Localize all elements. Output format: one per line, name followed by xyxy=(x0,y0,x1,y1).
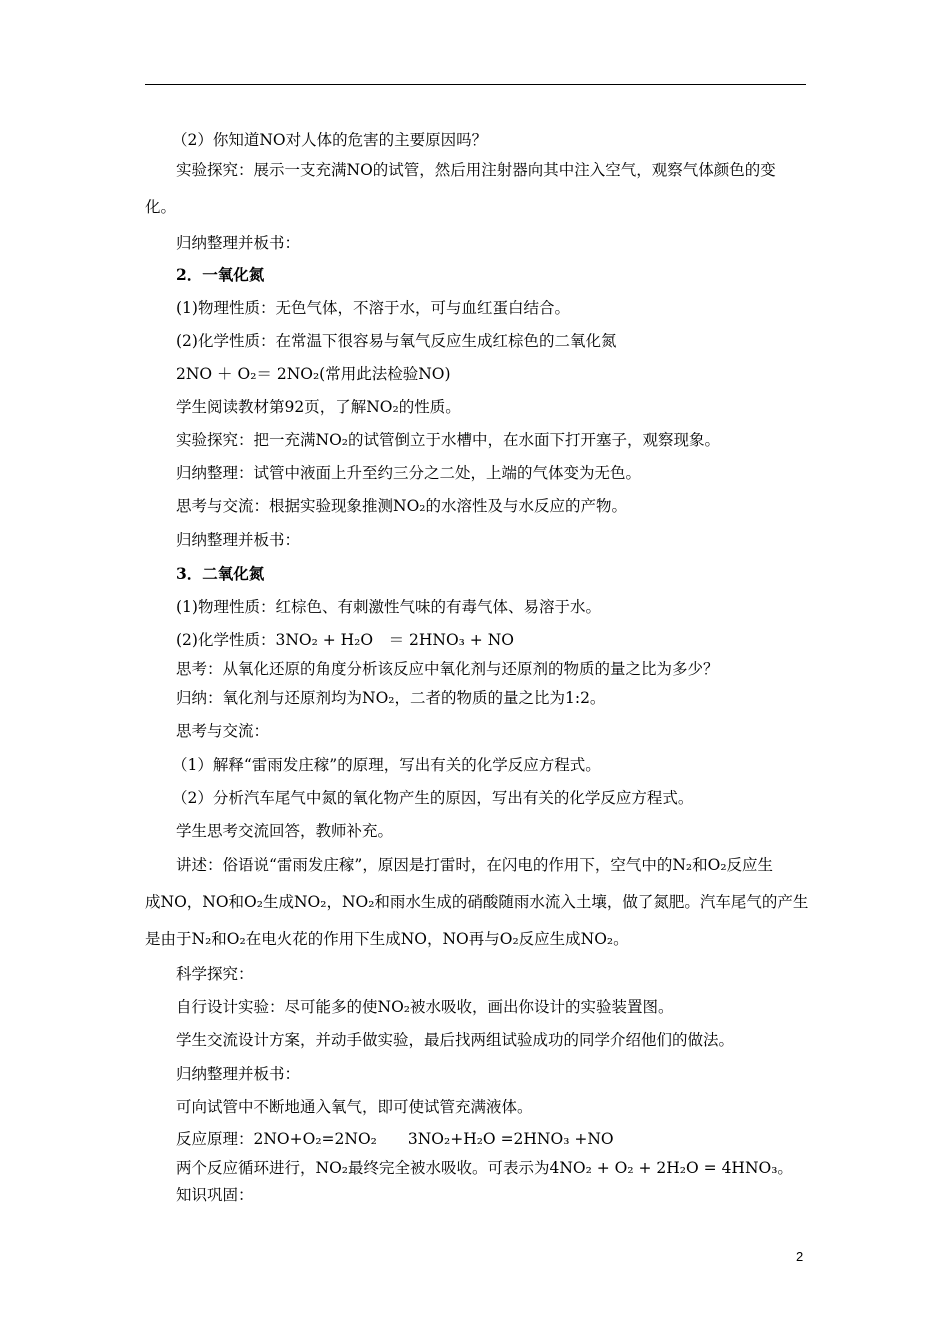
text-line: 学生思考交流回答，教师补充。 xyxy=(176,822,394,840)
equation-line: 2NO ＋ O₂＝ 2NO₂(常用此法检验NO) xyxy=(176,365,451,383)
text-line: （1）解释“雷雨发庄稼”的原理，写出有关的化学反应方程式。 xyxy=(172,756,601,774)
text-line: (2)化学性质：在常温下很容易与氧气反应生成红棕色的二氧化氮 xyxy=(176,332,617,350)
text-line: 归纳整理并板书： xyxy=(176,234,301,252)
text-line: 科学探究： xyxy=(176,965,254,983)
text-line: 学生交流设计方案，并动手做实验，最后找两组试验成功的同学介绍他们的做法。 xyxy=(176,1031,735,1049)
text-line: 知识巩固： xyxy=(176,1186,254,1204)
text-line: 思考：从氧化还原的角度分析该反应中氧化剂与还原剂的物质的量之比为多少？ xyxy=(176,660,719,678)
header-rule xyxy=(145,84,806,85)
text-line: 两个反应循环进行，NO₂最终完全被水吸收。可表示为4NO₂ + O₂ + 2H₂O = 4HNO₃。 xyxy=(176,1159,793,1177)
text-line: 讲述：俗语说“雷雨发庄稼”，原因是打雷时，在闪电的作用下，空气中的N₂和O₂反应生 xyxy=(176,856,774,874)
text-line: (1)物理性质：红棕色、有刺激性气味的有毒气体、易溶于水。 xyxy=(176,598,601,616)
text-line: 思考与交流： xyxy=(176,722,270,740)
page-number: 2 xyxy=(796,1249,804,1264)
text-line: (1)物理性质：无色气体，不溶于水，可与血红蛋白结合。 xyxy=(176,299,570,317)
text-line: 归纳整理：试管中液面上升至约三分之二处，上端的气体变为无色。 xyxy=(176,464,642,482)
text-line: 自行设计实验：尽可能多的使NO₂被水吸收，画出你设计的实验装置图。 xyxy=(176,998,674,1016)
equation-line: (2)化学性质：3NO₂ + H₂O ＝ 2HNO₃ + NO xyxy=(176,631,514,649)
text-line: 归纳整理并板书： xyxy=(176,531,301,549)
text-line: 归纳整理并板书： xyxy=(176,1065,301,1083)
text-line: 是由于N₂和O₂在电火花的作用下生成NO，NO再与O₂反应生成NO₂。 xyxy=(145,930,629,948)
equation-line: 反应原理：2NO+O₂=2NO₂ 3NO₂+H₂O =2HNO₃ +NO xyxy=(176,1130,614,1148)
section-heading: 2．一氧化氮 xyxy=(176,265,265,284)
text-line: 学生阅读教材第92页，了解NO₂的性质。 xyxy=(176,398,461,416)
text-line: 化。 xyxy=(145,198,177,216)
text-line: 实验探究：展示一支充满NO的试管，然后用注射器向其中注入空气，观察气体颜色的变 xyxy=(176,161,776,179)
section-heading: 3．二氧化氮 xyxy=(176,564,265,583)
text-line: 思考与交流：根据实验现象推测NO₂的水溶性及与水反应的产物。 xyxy=(176,497,627,515)
text-line: 可向试管中不断地通入氧气，即可使试管充满液体。 xyxy=(176,1098,533,1116)
text-line: 实验探究：把一充满NO₂的试管倒立于水槽中，在水面下打开塞子，观察现象。 xyxy=(176,431,720,449)
text-line: 归纳：氧化剂与还原剂均为NO₂，二者的物质的量之比为1:2。 xyxy=(176,689,606,707)
text-line: （2）你知道NO对人体的危害的主要原因吗？ xyxy=(172,131,488,149)
text-line: 成NO，NO和O₂生成NO₂，NO₂和雨水生成的硝酸随雨水流入土壤，做了氮肥。汽车尾气的产生 xyxy=(145,893,809,911)
text-line: （2）分析汽车尾气中氮的氧化物产生的原因，写出有关的化学反应方程式。 xyxy=(172,789,694,807)
